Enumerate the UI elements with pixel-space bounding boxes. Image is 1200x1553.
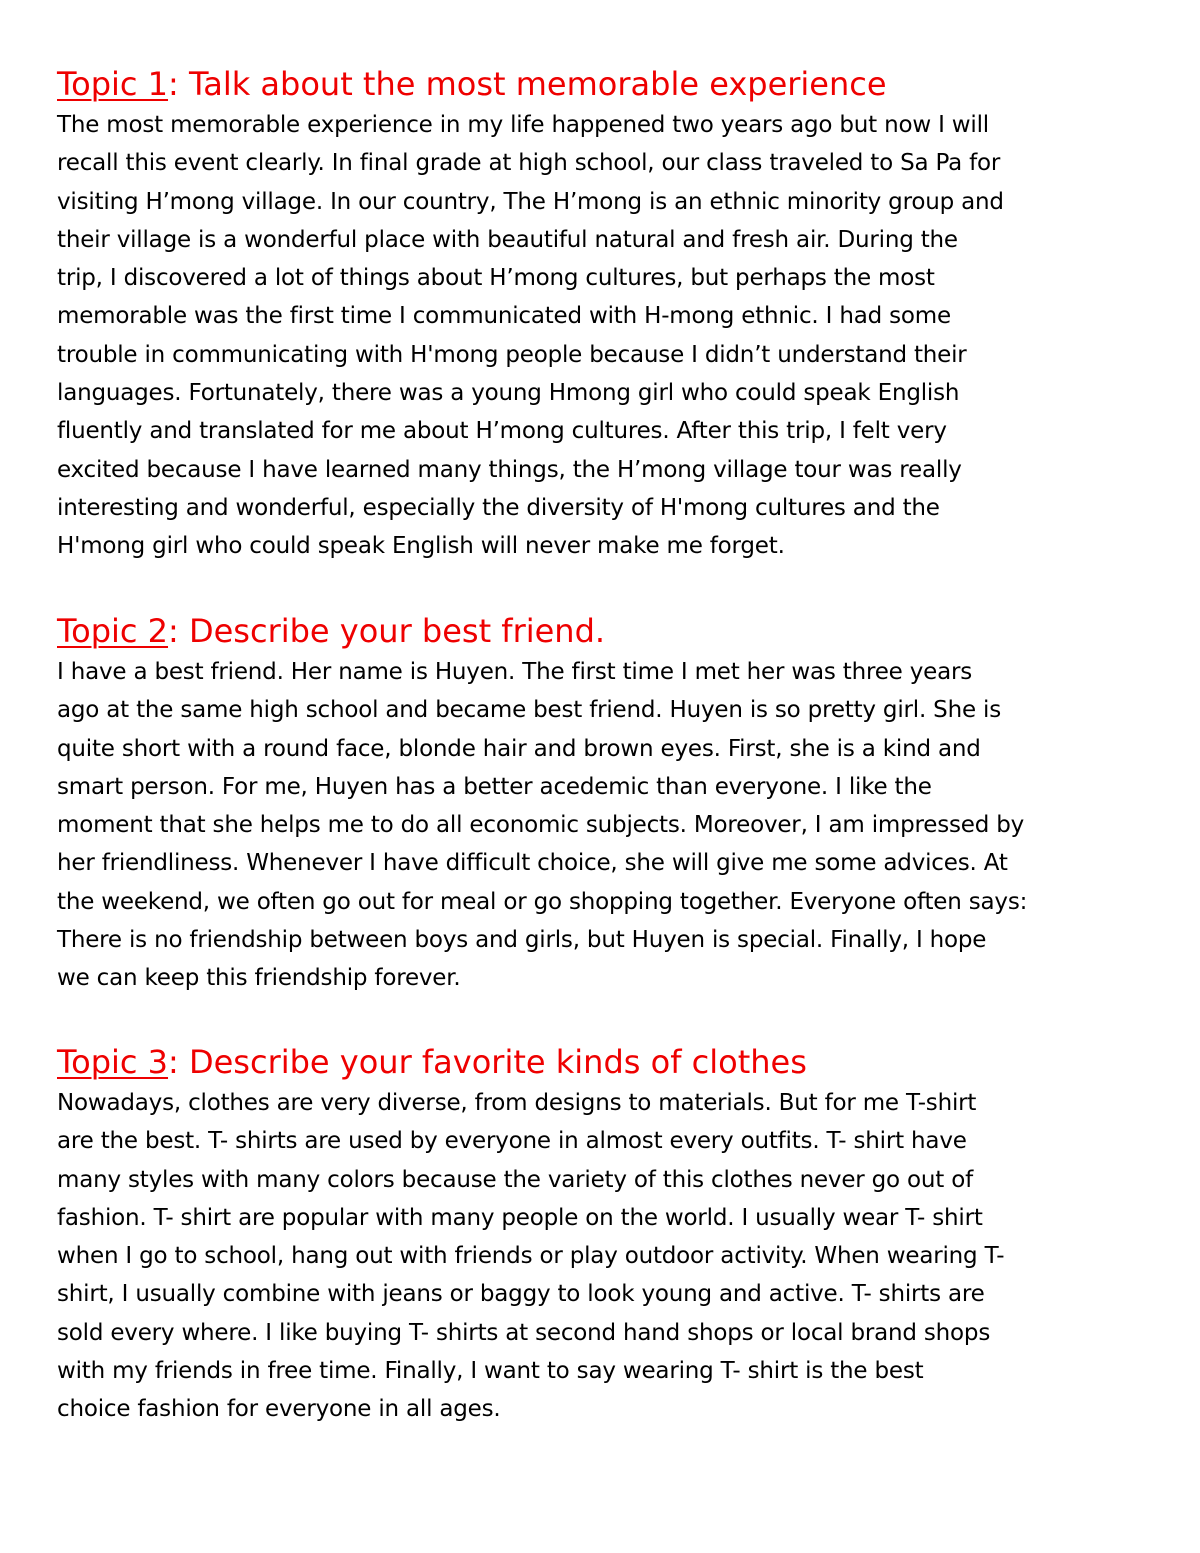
topic-1-body <box>57 106 1157 566</box>
topic-1-line: recall this event clearly. In final grade at high school, our class traveled to Sa Pa for <box>57 150 1001 177</box>
topic-3-section <box>57 1040 1157 1429</box>
topic-1-line: languages. Fortunately, there was a young Hmong girl who could speak English <box>57 380 960 407</box>
topic-3-label: Topic 3 <box>57 1043 169 1081</box>
topic-1-line: trip, I discovered a lot of things about H’mong cultures, but perhaps the most <box>57 265 935 292</box>
topic-3-body <box>57 1084 1157 1429</box>
topic-1-line: The most memorable experience in my life happened two years ago but now I will <box>57 112 989 138</box>
topic-3-line: when I go to school, hang out with friends or play outdoor activity. When wearing T- <box>57 1243 1005 1270</box>
topic-1-line: visiting H’mong village. In our country, The H’mong is an ethnic minority group and <box>57 188 1004 215</box>
topic-1-section <box>57 62 1157 566</box>
topic-3-line: are the best. T- shirts are used by everyone in almost every outfits. T- shirt have <box>57 1128 967 1155</box>
topic-2-heading <box>57 609 1157 653</box>
topic-2-line: There is no friendship between boys and girls, but Huyen is special. Finally, I hope <box>57 927 987 954</box>
topic-3-line: with my friends in free time. Finally, I want to say wearing T- shirt is the best <box>57 1358 924 1385</box>
topic-2-line: smart person. For me, Huyen has a better acedemic than everyone. I like the <box>57 773 932 800</box>
topic-1-line: fluently and translated for me about H’mong cultures. After this trip, I felt very <box>57 418 947 445</box>
topic-2-line: quite short with a round face, blonde hair and brown eyes. First, she is a kind and <box>57 735 981 762</box>
topic-3-line: shirt, I usually combine with jeans or baggy to look young and active. T- shirts are <box>57 1281 985 1308</box>
topic-3-line: fashion. T- shirt are popular with many people on the world. I usually wear T- shirt <box>57 1204 983 1231</box>
topic-3-line: many styles with many colors because the variety of this clothes never go out of <box>57 1166 973 1193</box>
topic-2-label: Topic 2 <box>57 612 169 650</box>
topic-2-section <box>57 609 1157 998</box>
topic-3-line: choice fashion for everyone in all ages. <box>57 1396 501 1423</box>
topic-2-line: I have a best friend. Her name is Huyen. The first time I met her was three years <box>57 659 973 685</box>
topic-2-line: we can keep this friendship forever. <box>57 965 461 992</box>
topic-1-line: interesting and wonderful, especially the diversity of H'mong cultures and the <box>57 494 940 521</box>
topic-1-heading <box>57 62 1157 106</box>
topic-2-title: : Describe your best friend. <box>168 612 606 650</box>
topic-3-line: Nowadays, clothes are very diverse, from designs to materials. But for me T-shirt <box>57 1090 977 1116</box>
topic-2-line: her friendliness. Whenever I have difficult choice, she will give me some advices. At <box>57 850 1008 877</box>
topic-1-line: H'mong girl who could speak English will never make me forget. <box>57 533 785 560</box>
topic-2-line: the weekend, we often go out for meal or go shopping together. Everyone often says: <box>57 888 1028 915</box>
topic-3-heading <box>57 1040 1157 1084</box>
topic-2-line: moment that she helps me to do all economic subjects. Moreover, I am impressed by <box>57 812 1025 839</box>
topic-1-line: trouble in communicating with H'mong people because I didn’t understand their <box>57 341 967 368</box>
topic-1-title: : Talk about the most memorable experience <box>168 65 887 103</box>
topic-2-body <box>57 653 1157 998</box>
topic-3-line: sold every where. I like buying T- shirts at second hand shops or local brand shops <box>57 1319 991 1346</box>
topic-2-line: ago at the same high school and became best friend. Huyen is so pretty girl. She is <box>57 697 1001 724</box>
topic-1-label: Topic 1 <box>57 65 169 103</box>
topic-1-line: their village is a wonderful place with beautiful natural and fresh air. During the <box>57 226 958 253</box>
topic-1-line: memorable was the first time I communicated with H-mong ethnic. I had some <box>57 303 951 330</box>
topic-3-title: : Describe your favorite kinds of clothes <box>168 1043 807 1081</box>
topic-1-line: excited because I have learned many things, the H’mong village tour was really <box>57 456 962 483</box>
